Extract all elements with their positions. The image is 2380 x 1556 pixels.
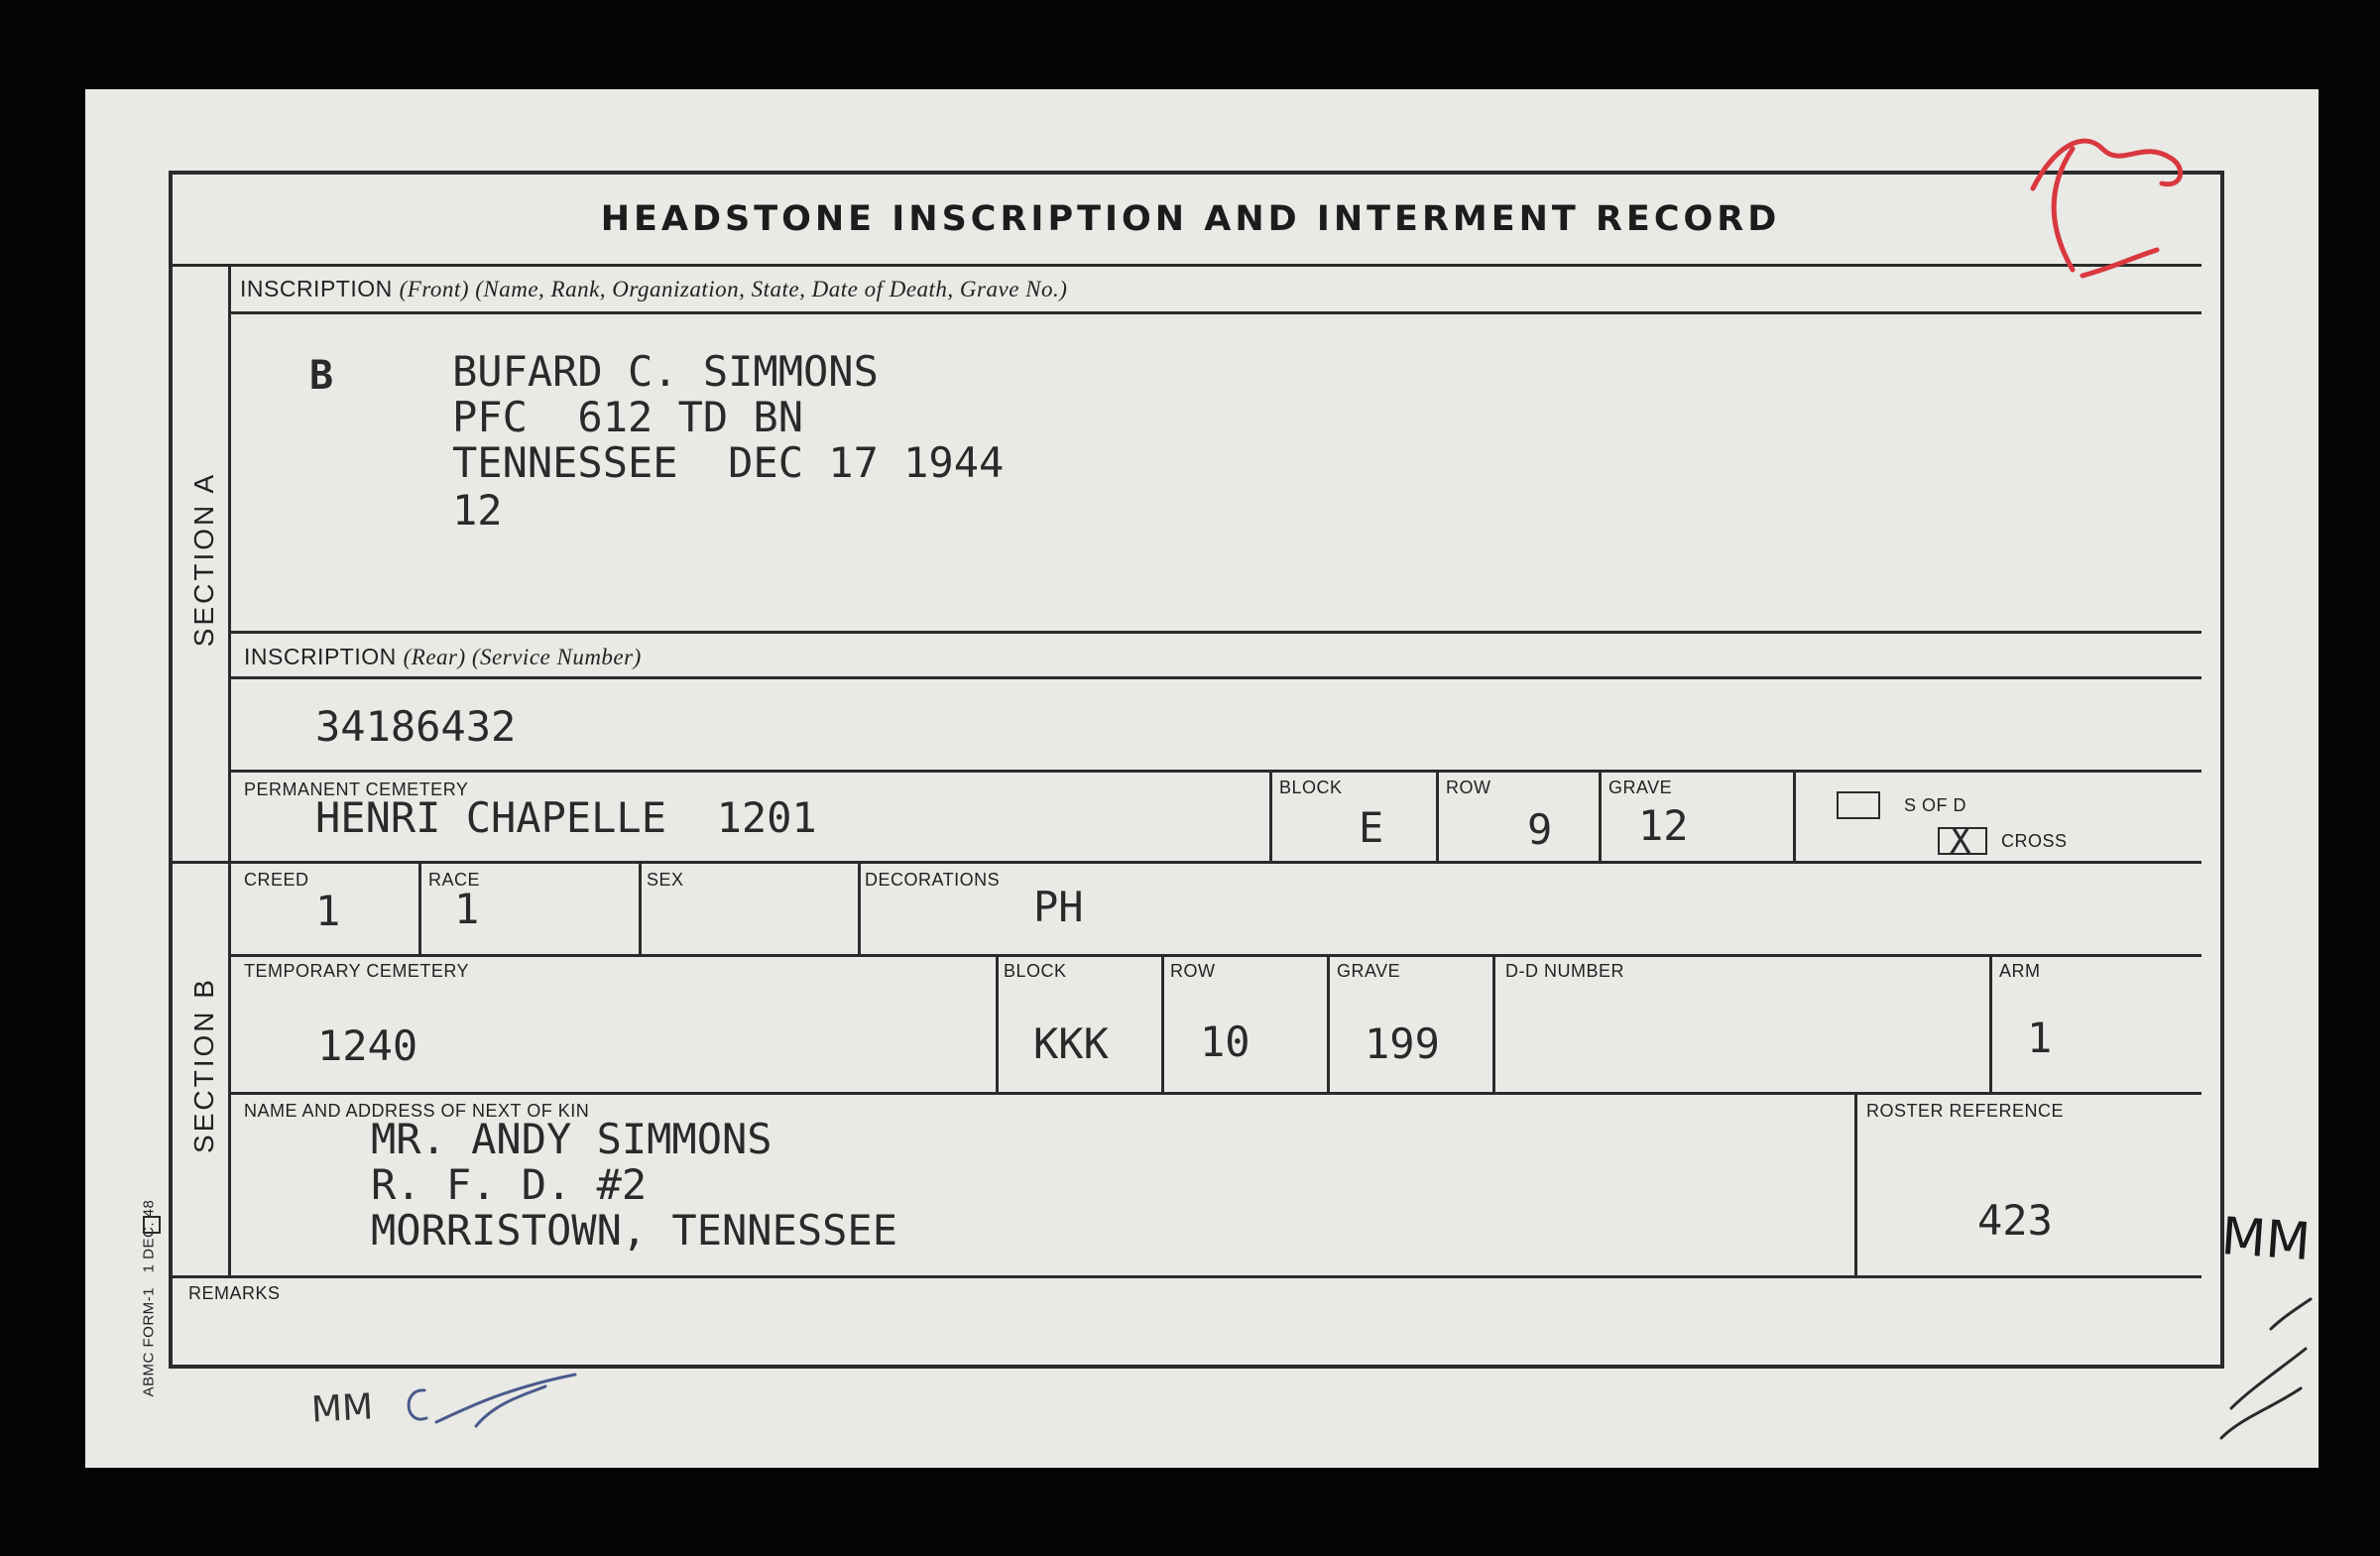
perm-grave-value: 12 (1638, 801, 1689, 850)
divider-creed-row (230, 954, 2202, 957)
cross-label: CROSS (2001, 831, 2068, 851)
divider-race (639, 861, 642, 954)
divider-arm (1989, 954, 1992, 1094)
divider-temp-grave (1327, 954, 1330, 1094)
dd-number-label: D-D NUMBER (1505, 961, 1624, 981)
divider-temp-row (230, 1092, 2202, 1095)
roster-reference-label: ROSTER REFERENCE (1866, 1101, 2065, 1121)
divider-perm-grave (1599, 770, 1602, 863)
creed-value: 1 (315, 887, 341, 935)
divider-title (173, 264, 2202, 267)
divider-roster (1854, 1092, 1857, 1277)
divider-rear-end (230, 770, 2202, 773)
red-pencil-mark (2013, 109, 2202, 288)
divider-perm-block (1269, 770, 1272, 863)
front-line-3: TENNESSEE DEC 17 1944 (452, 438, 1005, 487)
section-b-label: SECTION B (188, 977, 219, 1153)
divider-perm-marker (1793, 770, 1796, 863)
temp-grave-label: GRAVE (1337, 961, 1401, 981)
front-line-4: 12 (452, 486, 503, 535)
divider-temp-block (996, 954, 999, 1094)
front-line-2: PFC 612 TD BN (452, 393, 804, 441)
divider-rear-label (230, 676, 2202, 679)
perm-block-label: BLOCK (1279, 778, 1343, 797)
race-label: RACE (428, 870, 481, 890)
decorations-label: DECORATIONS (865, 870, 1001, 890)
divider-temp-row-col (1161, 954, 1164, 1094)
emblem-mark: B (309, 353, 334, 399)
handwritten-signature-scribble (397, 1369, 595, 1448)
perm-row-value: 9 (1527, 805, 1553, 854)
temporary-cemetery-label: TEMPORARY CEMETERY (244, 961, 470, 981)
cross-check-mark: X (1950, 821, 1971, 862)
divider-dd-number (1492, 954, 1495, 1094)
next-of-kin-label: NAME AND ADDRESS OF NEXT OF KIN (244, 1101, 590, 1121)
front-line-1: BUFARD C. SIMMONS (452, 347, 879, 396)
perm-row-label: ROW (1446, 778, 1491, 797)
form-corner-checkbox[interactable] (143, 1216, 161, 1234)
temp-grave-value: 199 (1365, 1019, 1440, 1068)
remarks-label: REMARKS (188, 1283, 281, 1303)
form-number-text: ABMC FORM-1 (140, 1287, 158, 1397)
temp-block-label: BLOCK (1004, 961, 1067, 981)
next-of-kin-line-1: MR. ANDY SIMMONS (371, 1115, 773, 1163)
section-column-divider (228, 264, 231, 1277)
front-inscription-label-hint: (Front) (Name, Rank, Organization, State, Date of Death, Grave No.) (399, 277, 1068, 301)
temp-row-label: ROW (1170, 961, 1216, 981)
form-date-text: 1 DEC. 48 (140, 1199, 158, 1273)
arm-label: ARM (1999, 961, 2041, 981)
handwritten-initials-bottom: MM (309, 1386, 375, 1431)
next-of-kin-line-2: R. F. D. #2 (371, 1160, 648, 1209)
decorations-value: PH (1033, 883, 1084, 931)
temporary-cemetery-value: 1240 (317, 1021, 418, 1070)
temp-row-value: 10 (1200, 1017, 1250, 1066)
sex-label: SEX (647, 870, 684, 890)
divider-creed (418, 861, 421, 954)
rear-inscription-label-hint: (Rear) (Service Number) (403, 645, 642, 669)
form-title: HEADSTONE INSCRIPTION AND INTERMENT RECORD (600, 199, 1781, 239)
temp-block-value: KKK (1033, 1019, 1109, 1068)
front-inscription-label (240, 276, 1067, 302)
rear-inscription-label (244, 644, 642, 670)
s-of-d-label: S OF D (1904, 795, 1967, 815)
perm-grave-label: GRAVE (1608, 778, 1673, 797)
divider-section-b-end (173, 1275, 2202, 1278)
next-of-kin-line-3: MORRISTOWN, TENNESSEE (371, 1206, 898, 1255)
permanent-cemetery-label: PERMANENT CEMETERY (244, 779, 469, 799)
handwritten-margin-scribble (2211, 1289, 2320, 1458)
roster-reference-value: 423 (1977, 1196, 2053, 1245)
divider-front-label (230, 311, 2202, 314)
form-number (141, 1179, 158, 1397)
rear-inscription-label-text: INSCRIPTION (244, 644, 397, 669)
divider-section-a-end (173, 861, 2202, 864)
section-a-label: SECTION A (188, 471, 219, 648)
s-of-d-checkbox[interactable] (1837, 791, 1880, 819)
divider-sex (858, 861, 861, 954)
front-inscription-label-text: INSCRIPTION (240, 276, 393, 301)
creed-label: CREED (244, 870, 309, 890)
perm-block-value: E (1359, 803, 1384, 852)
arm-value: 1 (2027, 1014, 2053, 1062)
permanent-cemetery-value: HENRI CHAPELLE 1201 (315, 793, 817, 842)
service-number: 34186432 (315, 702, 517, 751)
divider-perm-row (1436, 770, 1439, 863)
divider-front-end (230, 631, 2202, 634)
race-value: 1 (454, 885, 480, 933)
handwritten-initials-right: MM (2219, 1206, 2313, 1273)
